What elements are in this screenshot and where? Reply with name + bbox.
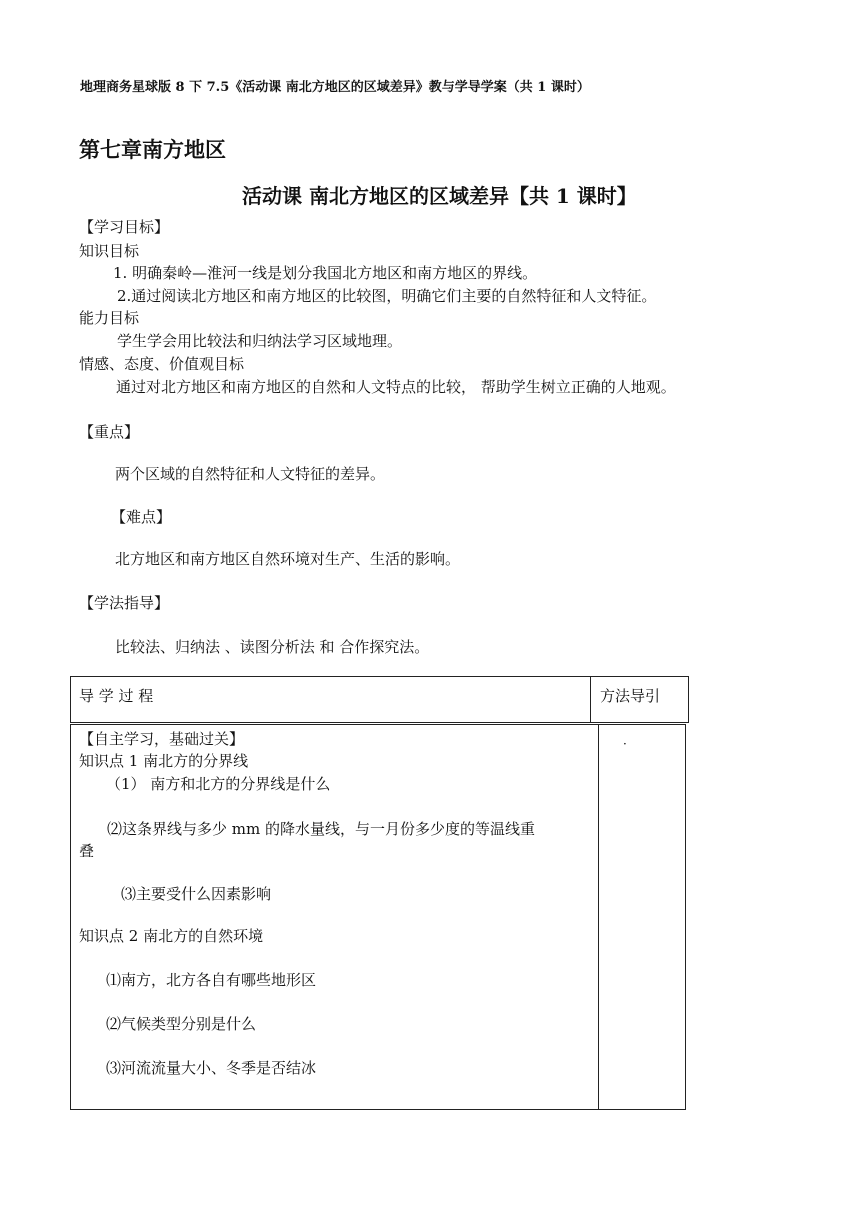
knowledge-goal-item: 2.通过阅读北方地区和南方地区的比较图，明确它们主要的自然特征和人文特征。 — [117, 287, 657, 305]
column-divider — [598, 725, 599, 1109]
objectives-heading: 【学习目标】 — [79, 218, 170, 236]
question-item: （1） 南方和北方的分界线是什么 — [106, 775, 331, 793]
emotion-goal-label: 情感、态度、价值观目标 — [79, 355, 245, 373]
method-heading: 【学法指导】 — [79, 594, 170, 612]
lesson-title: 活动课 南北方地区的区域差异【共 1 课时】 — [242, 184, 637, 208]
process-column-header: 导 学 过 程 — [79, 687, 154, 705]
ability-goal-item: 学生学会用比较法和归纳法学习区域地理。 — [117, 332, 403, 350]
question-item-continued: 叠 — [79, 842, 95, 860]
knowledge-point-title: 知识点 2 南北方的自然环境 — [79, 927, 264, 945]
knowledge-goal-item: 1. 明确秦岭—淮河一线是划分我国北方地区和南方地区的界线。 — [113, 264, 538, 282]
question-item: ⑶主要受什么因素影响 — [121, 885, 272, 903]
key-point-heading: 【重点】 — [79, 423, 140, 441]
document-header: 地理商务星球版 8 下 7.5《活动课 南北方地区的区域差异》教与学导学案（共 1 课时） — [80, 80, 590, 95]
guide-table-header — [70, 676, 689, 723]
key-point-text: 两个区域的自然特征和人文特征的差异。 — [115, 465, 386, 483]
difficulty-text: 北方地区和南方地区自然环境对生产、生活的影响。 — [115, 550, 461, 568]
knowledge-point-title: 知识点 1 南北方的分界线 — [79, 752, 249, 770]
method-text: 比较法、归纳法 、读图分析法 和 合作探究法。 — [115, 638, 430, 656]
ability-goal-label: 能力目标 — [79, 309, 140, 327]
chapter-title: 第七章南方地区 — [79, 137, 226, 162]
question-item: ⑵气候类型分别是什么 — [106, 1015, 257, 1033]
question-item: ⑵这条界线与多少 mm 的降水量线，与一月份多少度的等温线重 — [107, 820, 535, 838]
question-item: ⑴南方，北方各自有哪些地形区 — [106, 971, 317, 989]
knowledge-goal-label: 知识目标 — [79, 242, 140, 260]
method-guide-mark: · — [623, 737, 627, 751]
question-item: ⑶河流流量大小、冬季是否结冰 — [106, 1059, 317, 1077]
column-divider — [590, 677, 591, 722]
self-study-heading: 【自主学习，基础过关】 — [79, 730, 245, 748]
emotion-goal-item: 通过对北方地区和南方地区的自然和人文特点的比较， 帮助学生树立正确的人地观。 — [116, 378, 676, 396]
difficulty-heading: 【难点】 — [111, 508, 172, 526]
method-guide-column-header: 方法导引 — [600, 687, 661, 705]
